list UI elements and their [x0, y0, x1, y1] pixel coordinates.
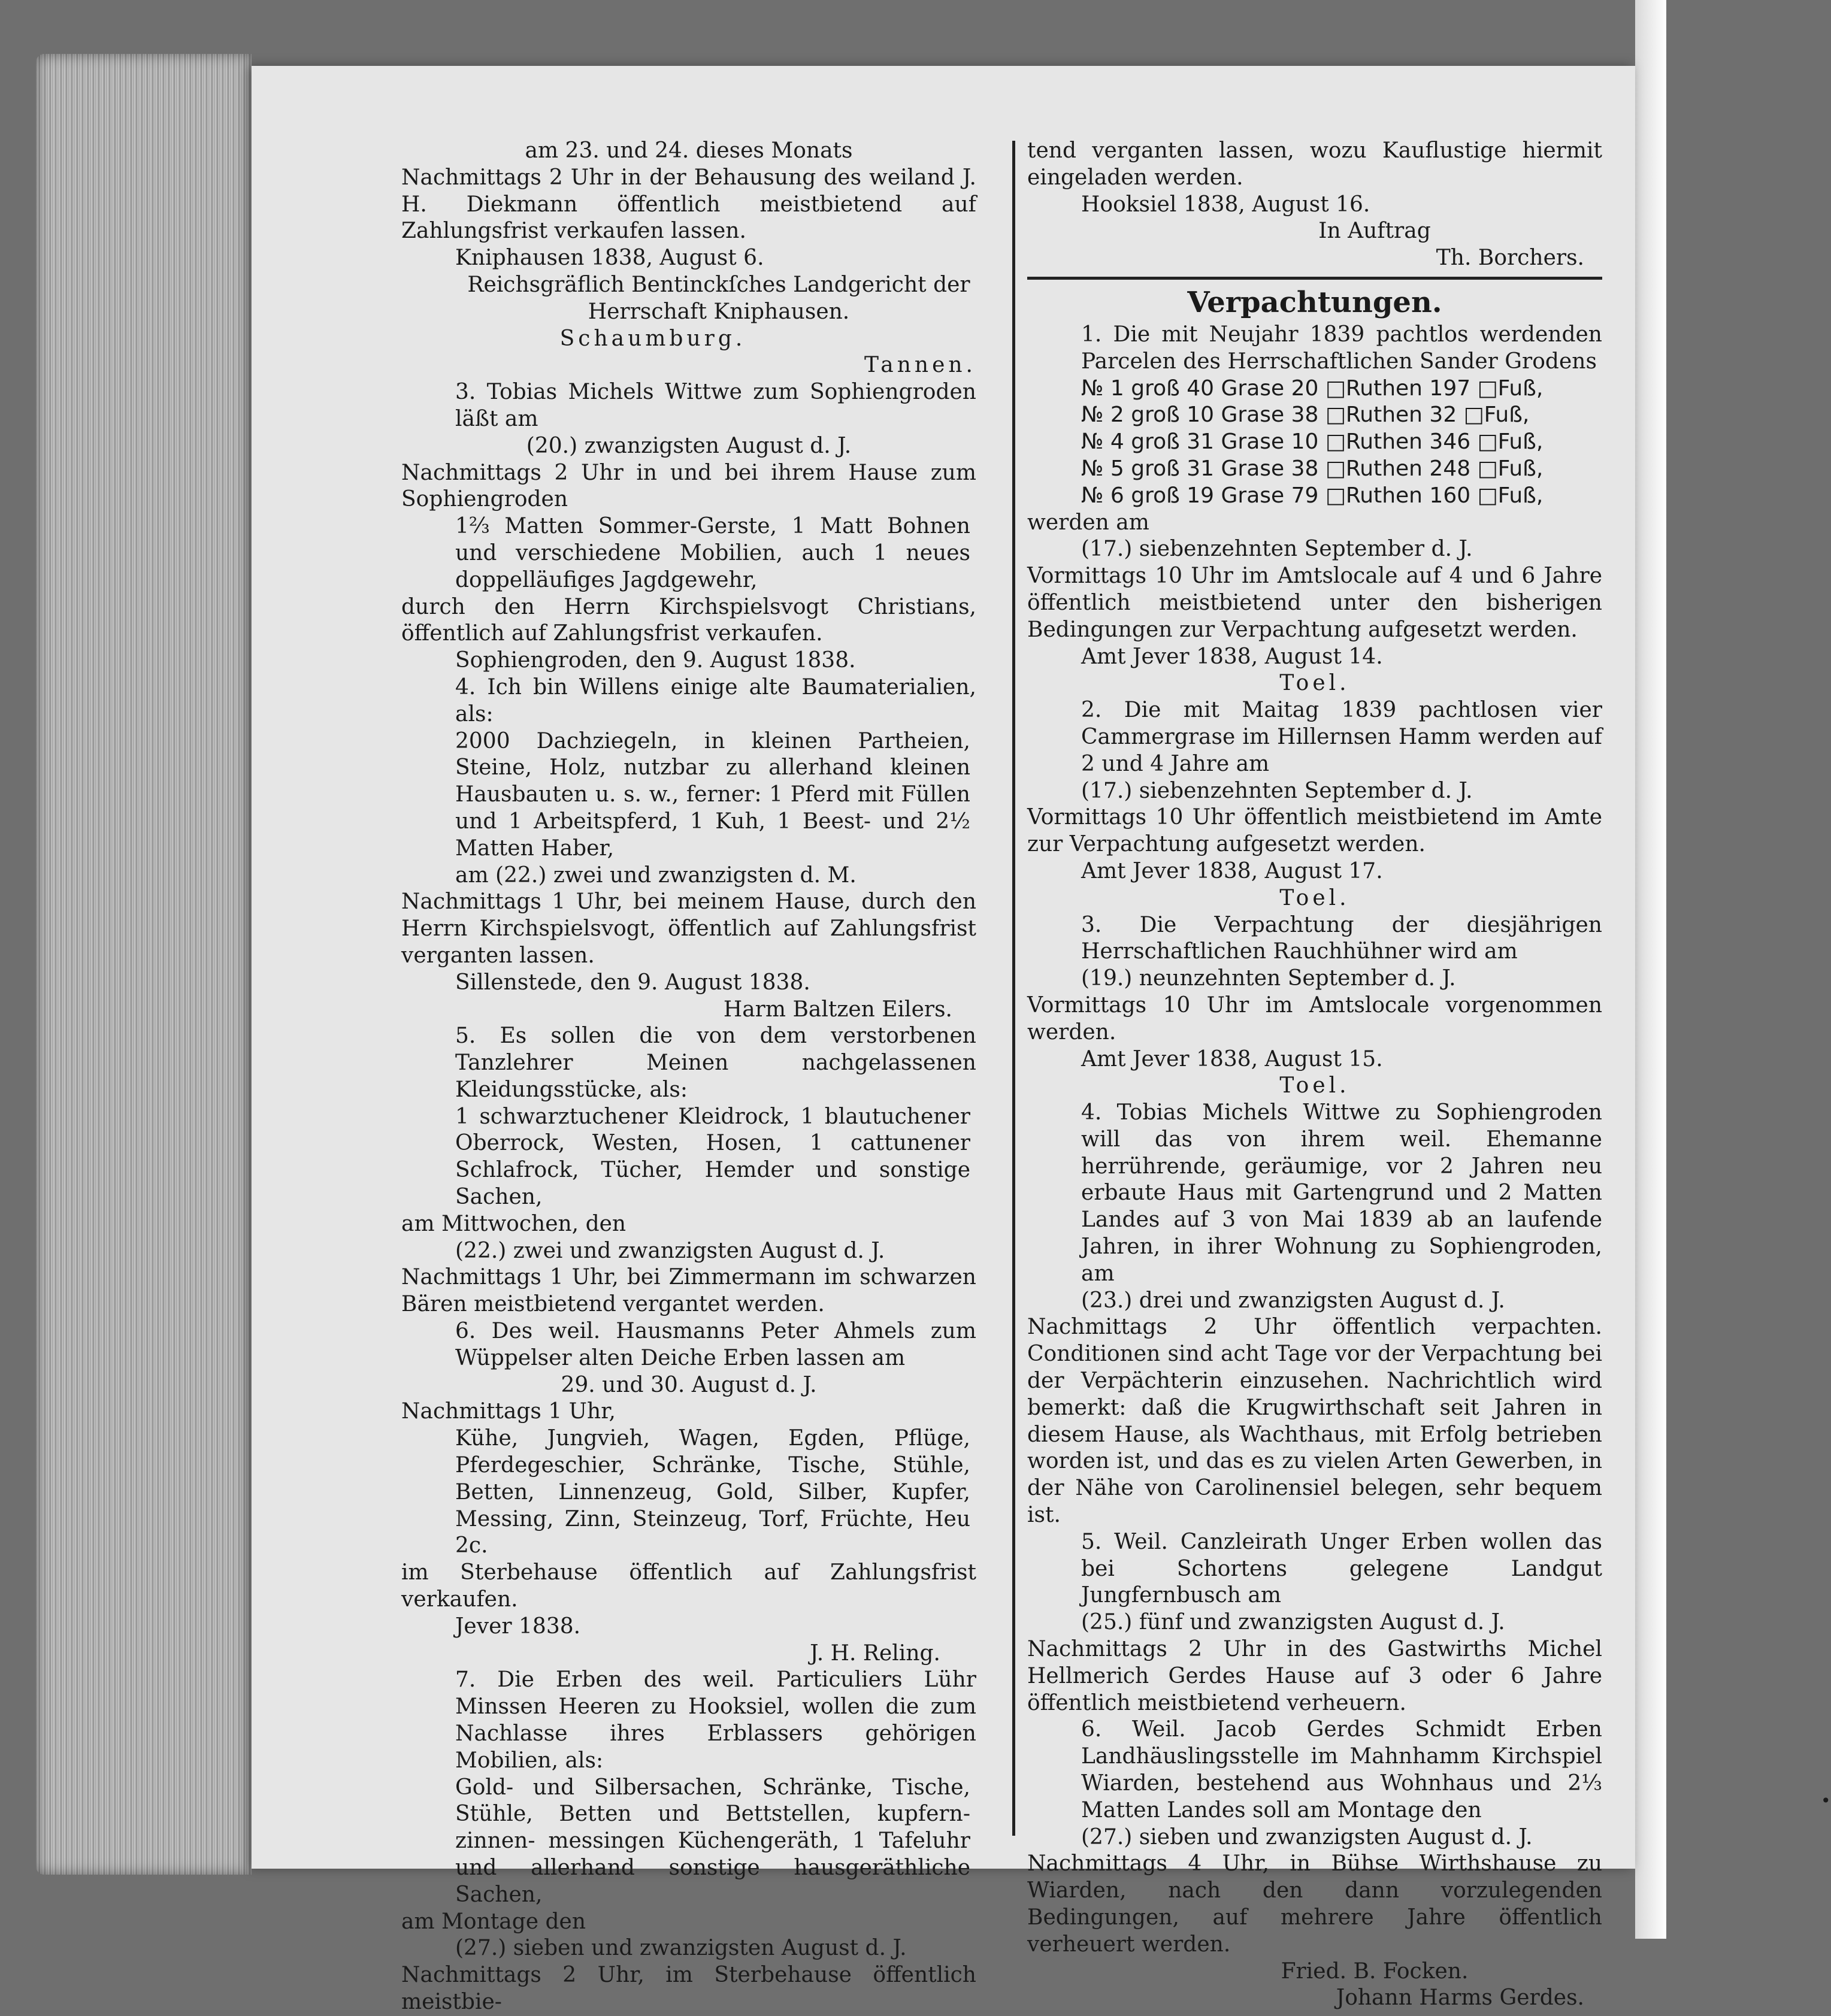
text-line: am Mittwochen, den [401, 1211, 627, 1236]
item-list: Gold- und Silbersachen, Schränke, Tische, Stühle, Betten und Bettstellen, kupfern- zinnen- messingen Küchengeräth, 1 Tafeluhr und allerhand sonstige hausgeräthliche Sachen, [455, 1775, 970, 1907]
text-line: im Sterbehause öffentlich auf Zahlungsfrist verkaufen. [401, 1560, 976, 1612]
paragraph: Nachmittags 2 Uhr in des Gastwirths Michel Hellmerich Gerdes Hause auf 3 oder 6 Jahre öffentlich meistbietend verheuern. [1027, 1637, 1602, 1715]
paragraph: durch den Herrn Kirchspielsvogt Christians, öffentlich auf Zahlungsfrist verkaufen. [401, 594, 976, 646]
parcel-row: № 1 groß 40 Grase 20 □Ruthen 197 □Fuß, [1081, 376, 1544, 401]
parcel-row: № 4 groß 31 Grase 10 □Ruthen 346 □Fuß, [1081, 429, 1544, 455]
signature: Toel. [1279, 671, 1350, 696]
signature: Harm Baltzen Eilers. [723, 997, 952, 1022]
court-name: Reichsgräflich Bentinckſches Landgericht der Herrschaft Kniphausen. [467, 272, 970, 324]
dateline: Amt Jever 1838, August 17. [1081, 858, 1383, 883]
paragraph: Nachmittags 2 Uhr öffentlich verpachten. Conditionen sind acht Tage vor der Verpachtung bei der Verpächterin einzusehen. Nachrichtlich wird bemerkt: daß die Krugwirthschaft seit Jahren in diesem Hause, als Wachthaus, mit Erfolg betrieben worden ist, und das es zu vielen Arten Gewerben, in der Nähe von Carolinensiel belegen, sehr bequem ist. [1027, 1315, 1602, 1528]
date-line: (27.) sieben und zwanzigsten August d. J. [1081, 1824, 1533, 1849]
book-page-edges [36, 54, 252, 1875]
dateline: Kniphausen 1838, August 6. [455, 246, 764, 271]
text-line: am 23. und 24. dieses Monats [525, 138, 853, 163]
dateline: Amt Jever 1838, August 15. [1081, 1046, 1383, 1071]
parcel-row: № 2 groß 10 Grase 38 □Ruthen 32 □Fuß, [1081, 402, 1530, 428]
date-line: (20.) zwanzigsten August d. J. [526, 433, 852, 458]
paragraph: Nachmittags 2 Uhr in der Behausung des weiland J. H. Diekmann öffentlich meistbietend auf Zahlungsfrist verkaufen lassen. [401, 165, 976, 244]
paragraph: Nachmittags 1 Uhr, bei Zimmermann im schwarzen Bären meistbietend vergantet werden. [401, 1265, 976, 1317]
signature: Tannen. [864, 353, 976, 378]
dateline: Sillenstede, den 9. August 1838. [455, 970, 810, 995]
signature: Toel. [1279, 1073, 1350, 1098]
notice-5: 5. Weil. Canzleirath Unger Erben wollen das bei Schortens gelegene Landgut Jungfernbusch am [1081, 1529, 1602, 1608]
section-rule [1027, 277, 1602, 280]
signature: Toel. [1279, 885, 1350, 910]
next-page-edge [1635, 0, 1666, 1939]
text-line: am Montage den [401, 1909, 586, 1934]
parcel-row: № 5 groß 31 Grase 38 □Ruthen 248 □Fuß, [1081, 456, 1544, 481]
notice-3: 3. Tobias Michels Wittwe zum Sophiengroden läßt am [455, 380, 976, 431]
date-line: (17.) siebenzehnten September d. J. [1081, 778, 1473, 803]
item-list: 2000 Dachziegeln, in kleinen Partheien, Steine, Holz, nutzbar zu allerhand kleinen Hausbauten u. s. w., ferner: 1 Pferd mit Füllen und 1 Arbeitspferd, 1 Kuh, 1 Beest- und 2½ Matten Haber, [455, 728, 970, 861]
date-line: am (22.) zwei und zwanzigsten d. M. [455, 862, 857, 888]
text-line: In Auftrag [1318, 219, 1431, 244]
date-line: (25.) fünf und zwanzigsten August d. J. [1081, 1610, 1505, 1635]
left-column [401, 138, 976, 2016]
section-heading: Verpachtungen. [1187, 285, 1442, 319]
paragraph: Nachmittags 4 Uhr, in Bühse Wirthshause zu Wiarden, nach den dann vorzulegenden Bedingungen, auf mehrere Jahre öffentlich verheuert werden. [1027, 1851, 1602, 1957]
newspaper-page [252, 66, 1831, 2014]
notice-2: 2. Die mit Maitag 1839 pachtlosen vier Cammergrase im Hillernsen Hamm werden auf 2 und 4 Jahre am [1081, 698, 1602, 776]
dateline: Hooksiel 1838, August 16. [1081, 192, 1370, 217]
signature: Fried. B. Focken. [1281, 1959, 1469, 1984]
notice-4: 4. Tobias Michels Wittwe zu Sophiengroden will das von ihrem weil. Ehemanne herrührende, geräumige, vor 2 Jahren neu erbaute Haus mit Gartengrund und 2 Matten Landes auf 3 von Mai 1839 ab an laufende Jahren, in ihrer Wohnung zu Sophiengroden, am [1081, 1100, 1602, 1286]
paragraph: Vormittags 10 Uhr im Amtslocale auf 4 und 6 Jahre öffentlich meistbietend unter den bisherigen Bedingungen zur Verpachtung aufgesetzt werden. [1027, 564, 1602, 642]
parcel-row: № 6 groß 19 Grase 79 □Ruthen 160 □Fuß, [1081, 483, 1544, 508]
signature: Schaumburg. [559, 326, 746, 351]
dateline: Jever 1838. [455, 1614, 581, 1639]
column-divider [1012, 141, 1015, 1836]
notice-3: 3. Die Verpachtung der diesjährigen Herrschaftlichen Rauchhühner wird am [1081, 912, 1602, 964]
notice-4: 4. Ich bin Willens einige alte Baumaterialien, als: [455, 674, 976, 727]
date-line: (22.) zwei und zwanzigsten August d. J. [455, 1238, 885, 1263]
date-line: (19.) neunzehnten September d. J. [1081, 966, 1456, 991]
signature: Th. Borchers. [1436, 246, 1584, 271]
dateline: Amt Jever 1838, August 14. [1081, 644, 1383, 669]
notice-7: 7. Die Erben des weil. Particuliers Lühr Minssen Heeren zu Hooksiel, wollen die zum Nachlasse ihres Erblassers gehörigen Mobilien, als: [455, 1667, 976, 1773]
paragraph: Nachmittags 1 Uhr, bei meinem Hause, durch den Herrn Kirchspielsvogt, öffentlich auf Zahlungsfrist verganten lassen. [401, 889, 976, 968]
date-line: (17.) siebenzehnten September d. J. [1081, 537, 1473, 562]
item-list: Kühe, Jungvieh, Wagen, Egden, Pflüge, Pferdegeschier, Schränke, Tische, Stühle, Betten, Linnenzeug, Gold, Silber, Kupfer, Messing, Zinn, Steinzeug, Torf, Früchte, Heu 2c. [455, 1426, 970, 1558]
date-line: (23.) drei und zwanzigsten August d. J. [1081, 1288, 1505, 1313]
text-line: Nachmittags 2 Uhr, im Sterbehause öffentlich meistbie- [401, 1963, 976, 2014]
paragraph: tend verganten lassen, wozu Kauflustige hiermit eingeladen werden. [1027, 138, 1602, 190]
notice-6: 6. Weil. Jacob Gerdes Schmidt Erben Landhäuslingsstelle im Mahnhamm Kirchspiel Wiarden, bestehend aus Wohnhaus und 2⅓ Matten Landes soll am Montage den [1081, 1717, 1602, 1823]
text-line: werden am [1027, 510, 1149, 535]
notice-6: 6. Des weil. Hausmanns Peter Ahmels zum Wüppelser alten Deiche Erben lassen am [455, 1319, 976, 1370]
notice-5: 5. Es sollen die von dem verstorbenen Tanzlehrer Meinen nachgelassenen Kleidungsstücke, als: [455, 1024, 976, 1102]
date-line: 29. und 30. August d. J. [561, 1372, 817, 1397]
signature: J. H. Reling. [810, 1640, 940, 1666]
paragraph: Nachmittags 2 Uhr in und bei ihrem Hause zum Sophiengroden [401, 460, 976, 512]
signature: Johann Harms Gerdes. [1336, 1985, 1584, 2011]
dateline: Sophiengroden, den 9. August 1838. [455, 648, 856, 673]
notice-1: 1. Die mit Neujahr 1839 pachtlos werdenden Parcelen des Herrschaftlichen Sander Grodens [1081, 322, 1602, 374]
item-list: 1⅔ Matten Sommer-Gerste, 1 Matt Bohnen und verschiedene Mobilien, auch 1 neues doppelläufiges Jagdgewehr, [455, 514, 970, 592]
date-line: (27.) sieben und zwanzigsten August d. J. [455, 1936, 907, 1961]
paragraph: Vormittags 10 Uhr öffentlich meistbietend im Amte zur Verpachtung aufgesetzt werden. [1027, 805, 1602, 857]
text-line: Nachmittags 1 Uhr, [401, 1399, 616, 1424]
paragraph: Vormittags 10 Uhr im Amtslocale vorgenommen werden. [1027, 992, 1602, 1045]
item-list: 1 schwarztuchener Kleidrock, 1 blautuchener Oberrock, Westen, Hosen, 1 cattunener Schlafrock, Tücher, Hemder und sonstige Sachen, [455, 1104, 970, 1210]
printer-mark: • [1821, 1791, 1831, 1811]
right-column [1027, 138, 1602, 2012]
